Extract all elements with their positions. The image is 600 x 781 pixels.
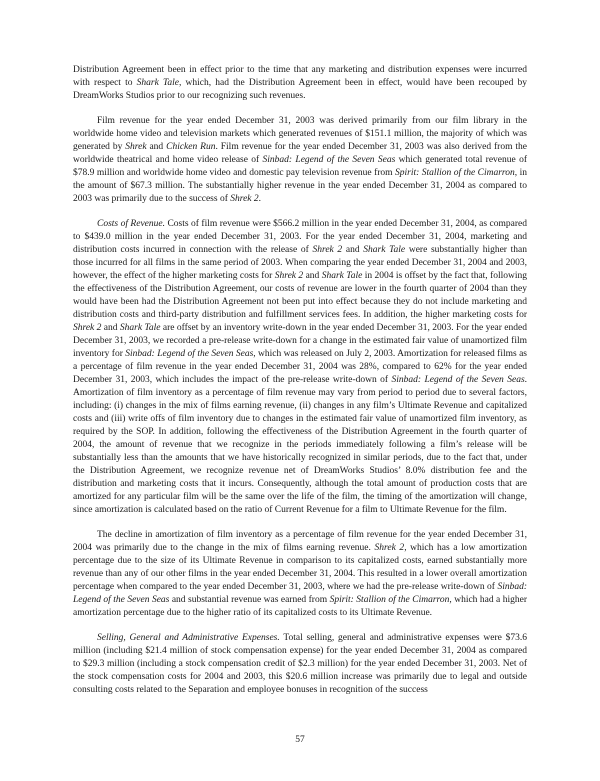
- text-run: and: [101, 323, 120, 333]
- text-run: Film revenue for the year ended December 31, 2003 was derived primarily from our film library in the worldwide home video and television markets which generated revenues of $151.1 million, the majority of which was generated by: [73, 116, 527, 152]
- text-run: and substantial revenue was earned from: [169, 595, 330, 605]
- italic-text-run: Shrek 2: [374, 543, 405, 553]
- text-run: , which was released on July 2, 2003. Amortization for released films as a percentage of film revenue in the year ended December 31, 2004 was 28%, compared to 62% for the year ended December 31, 2003, which includes the impact of the pre-release write-down of: [73, 349, 527, 385]
- text-run: , which, had the Distribution Agreement been in effect, would have been recouped by DreamWorks Studios prior to our recognizing such revenues.: [73, 78, 527, 101]
- italic-text-run: Shrek 2: [230, 194, 259, 204]
- paragraph-3: [73, 218, 527, 517]
- text-run: which generated total revenue of $78.9 million and worldwide home video and domestic pay television revenue from: [73, 155, 527, 178]
- text-run: .: [258, 194, 262, 204]
- text-run: and: [342, 245, 364, 255]
- italic-text-run: Shark Tale: [321, 271, 363, 281]
- text-run: The decline in amortization of film inventory as a percentage of film revenue for the year ended December 31, 2004 was primarily due to the change in the mix of films earning revenue.: [73, 530, 527, 553]
- italic-text-run: Shark Tale: [363, 245, 406, 255]
- italic-text-run: Shrek 2: [73, 323, 102, 333]
- text-run: . Amortization of film inventory as a percentage of film revenue may vary from period to period due to several factors, including: (i) changes in the mix of films earning revenue, (ii) changes in any film’s Ultimate Revenue and capitalized costs and (iii) write offs of film inventory due to changes in the estimated fair value of unamortized film inventory, as required by the SOP. In addition, following the effectiveness of the Distribution Agreement in the fourth quarter of 2004, the amount of revenue that we recognize in the periods immediately following a film’s release will be substantially less than the amounts that we have historically recognized in similar periods, due to the fact that, under the Distribution Agreement, we recognize revenue net of DreamWorks Studios’ 8.0% distribution fee and the distribution and marketing costs that it incurs. Consequently, although the total amount of production costs that are amortized for any particular film will be the same over the life of the film, the timing of the amortization will change, since amortization is calculated based on the ratio of Current Revenue for a film to Ultimate Revenue for the film.: [73, 375, 528, 515]
- italic-text-run: Shark Tale: [136, 78, 179, 88]
- italic-text-run: Shrek 2: [274, 271, 304, 281]
- paragraph-5: [73, 632, 527, 697]
- italic-text-run: Shark Tale: [119, 323, 161, 333]
- italic-text-run: Shrek 2: [312, 245, 343, 255]
- paragraph-1: [73, 64, 527, 103]
- text-run: , which has a low amortization percentage due to the size of its Ultimate Revenue in comparison to its capitalized costs, earned substantially more revenue than any of our other films in the year ended December 31, 2004. This resulted in a lower overall amortization percentage when compared to the year ended December 31, 2003, where we had the pre-release write-down of: [73, 543, 528, 592]
- paragraph-4: [73, 529, 527, 620]
- text-run: , which had a higher amortization percentage due to the higher ratio of its capitalized costs to its Ultimate Revenue.: [73, 595, 528, 618]
- italic-text-run: Spirit: Stallion of the Cimarron: [329, 595, 450, 605]
- italic-text-run: Costs of Revenue.: [97, 219, 165, 229]
- text-run: are offset by an inventory write-down in the year ended December 31, 2003. For the year ended December 31, 2003, we recorded a pre-release write-down for a change in the estimated fair value of unamortized film inventory for: [73, 323, 527, 359]
- text-run: Costs of film revenue were $566.2 million in the year ended December 31, 2004, as compared to $439.0 million in the year ended December 31, 2003. For the year ended December 31, 2004, marketing and distribution costs incurred in connection with the release of: [73, 219, 527, 255]
- text-run: Distribution Agreement been in effect prior to the time that any marketing and distribution expenses were incurred with respect to: [73, 65, 527, 88]
- italic-text-run: Spirit: Stallion of the Cimarron: [395, 168, 515, 178]
- text-run: were substantially higher than those incurred for all films in the same period of 2003. When comparing the year ended December 31, 2004 and 2003, however, the effect of the higher marketing costs for: [73, 245, 528, 281]
- paragraph-2: [73, 115, 527, 206]
- italic-text-run: Sinbad: Legend of the Seven Seas: [391, 375, 525, 385]
- text-run: in 2004 is offset by the fact that, following the effectiveness of the Distribution Agreement, our costs of revenue are lower in the fourth quarter of 2004 than they would have been had the Distribution Agreement not been put into effect because they do not include marketing and distribution costs and third-party distribution and fulfillment services fees. In addition, the higher marketing costs for: [73, 271, 528, 320]
- text-run: , in the amount of $67.3 million. The substantially higher revenue in the year ended December 31, 2004 as compared to 2003 was primarily due to the success of: [73, 168, 527, 204]
- text-run: . Film revenue for the year ended December 31, 2003 was also derived from the worldwide theatrical and home video release of: [73, 142, 527, 165]
- italic-text-run: Sinbad: Legend of the Seven Seas: [73, 582, 527, 605]
- italic-text-run: Selling, General and Administrative Expenses.: [97, 633, 280, 643]
- text-run: and: [146, 142, 167, 152]
- page-number: 57: [295, 735, 305, 745]
- italic-text-run: Shrek: [125, 142, 147, 152]
- italic-text-run: Chicken Run: [166, 142, 216, 152]
- text-run: and: [303, 271, 322, 281]
- body-text: [73, 64, 527, 709]
- italic-text-run: Sinbad: Legend of the Seven Seas: [125, 349, 254, 359]
- italic-text-run: Sinbad: Legend of the Seven Seas: [262, 155, 396, 165]
- text-run: Total selling, general and administrative expenses were $73.6 million (including $21.4 million of stock compensation expense) for the year ended December 31, 2004 as compared to $29.3 million (including a stock compensation credit of $2.3 million) for the year ended December 31, 2003. Net of the stock compensation costs for 2004 and 2003, this $20.6 million increase was primarily due to legal and outside consulting costs related to the Separation and employee bonuses in recognition of the success: [73, 633, 527, 695]
